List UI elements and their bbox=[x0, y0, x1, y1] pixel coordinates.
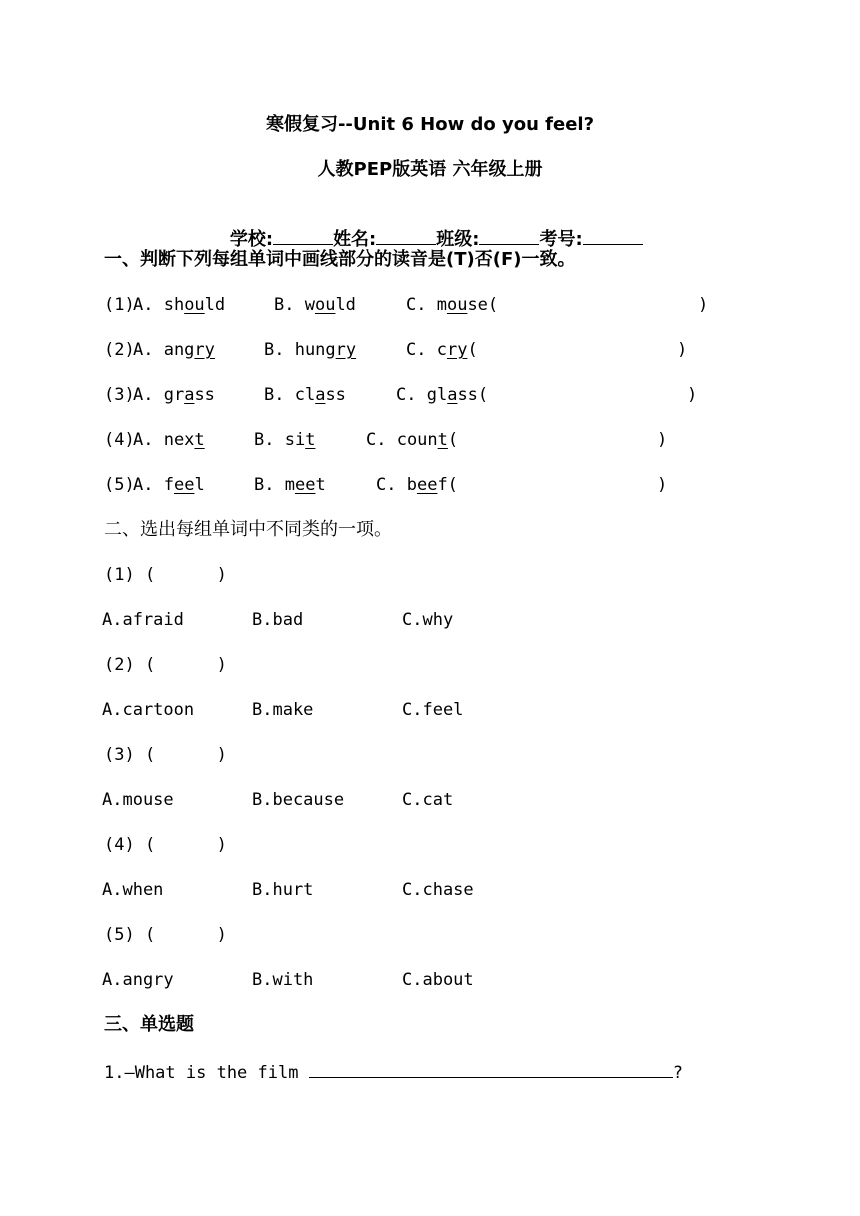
question-number: (1) ( ) bbox=[104, 565, 227, 585]
answer-close-paren: ) bbox=[677, 340, 688, 360]
option-b: B. meet bbox=[254, 475, 326, 495]
name-label: 姓名: bbox=[333, 229, 377, 250]
info-fields-row bbox=[0, 204, 860, 251]
option-a: A.cartoon bbox=[102, 700, 195, 720]
answer-close-paren: ) bbox=[657, 475, 668, 495]
option-a: A. angry bbox=[133, 340, 215, 360]
page-title: 寒假复习--Unit 6 How do you feel? bbox=[265, 114, 595, 135]
item-number: (2) bbox=[104, 340, 135, 360]
option-a: A. feel bbox=[133, 475, 205, 495]
section1-heading: 一、判断下列每组单词中画线部分的读音是(T)否(F)一致。 bbox=[104, 249, 576, 270]
item-number: (4) bbox=[104, 430, 135, 450]
question-1-mark: ? bbox=[672, 1063, 683, 1083]
option-c: C. mouse( bbox=[406, 295, 499, 315]
question-1-text: 1.—What is the film bbox=[104, 1063, 309, 1083]
question-number: (3) ( ) bbox=[104, 745, 227, 765]
school-blank[interactable] bbox=[273, 226, 333, 245]
section3-heading: 三、单选题 bbox=[104, 1014, 194, 1035]
option-b: B.with bbox=[252, 970, 314, 990]
option-b: B.bad bbox=[252, 610, 304, 630]
option-b: B. would bbox=[274, 295, 356, 315]
option-a: A.angry bbox=[102, 970, 174, 990]
option-c: C.cat bbox=[402, 790, 454, 810]
answer-close-paren: ) bbox=[657, 430, 668, 450]
option-a: A.when bbox=[102, 880, 164, 900]
option-a: A.mouse bbox=[102, 790, 174, 810]
class-blank[interactable] bbox=[479, 226, 539, 245]
class-label: 班级: bbox=[436, 229, 480, 250]
answer-close-paren: ) bbox=[687, 385, 698, 405]
item-number: (3) bbox=[104, 385, 135, 405]
question-number: (2) ( ) bbox=[104, 655, 227, 675]
exam-number-blank[interactable] bbox=[583, 226, 643, 245]
item-number: (5) bbox=[104, 475, 135, 495]
option-c: C.chase bbox=[402, 880, 474, 900]
question-number: (4) ( ) bbox=[104, 835, 227, 855]
question-1 bbox=[104, 1059, 683, 1084]
option-a: A.afraid bbox=[102, 610, 184, 630]
name-blank[interactable] bbox=[376, 226, 436, 245]
option-c: C. glass( bbox=[396, 385, 489, 405]
option-a: A. grass bbox=[133, 385, 215, 405]
option-b: B.make bbox=[252, 700, 314, 720]
section2-heading: 二、选出每组单词中不同类的一项。 bbox=[104, 519, 392, 540]
option-c: C. cry( bbox=[406, 340, 478, 360]
exam-number-label: 考号: bbox=[539, 229, 583, 250]
option-c: C.why bbox=[402, 610, 454, 630]
option-c: C.about bbox=[402, 970, 474, 990]
question-1-blank[interactable] bbox=[309, 1059, 673, 1078]
answer-close-paren: ) bbox=[698, 295, 709, 315]
option-b: B. hungry bbox=[264, 340, 357, 360]
option-a: A. should bbox=[133, 295, 226, 315]
page-subtitle: 人教PEP版英语 六年级上册 bbox=[317, 159, 543, 180]
question-number: (5) ( ) bbox=[104, 925, 227, 945]
school-label: 学校: bbox=[229, 229, 274, 250]
option-c: C.feel bbox=[402, 700, 464, 720]
item-number: (1) bbox=[104, 295, 135, 315]
option-c: C. count( bbox=[366, 430, 459, 450]
option-a: A. next bbox=[133, 430, 205, 450]
option-b: B.hurt bbox=[252, 880, 314, 900]
option-c: C. beef( bbox=[376, 475, 458, 495]
option-b: B.because bbox=[252, 790, 345, 810]
option-b: B. class bbox=[264, 385, 346, 405]
option-b: B. sit bbox=[254, 430, 316, 450]
